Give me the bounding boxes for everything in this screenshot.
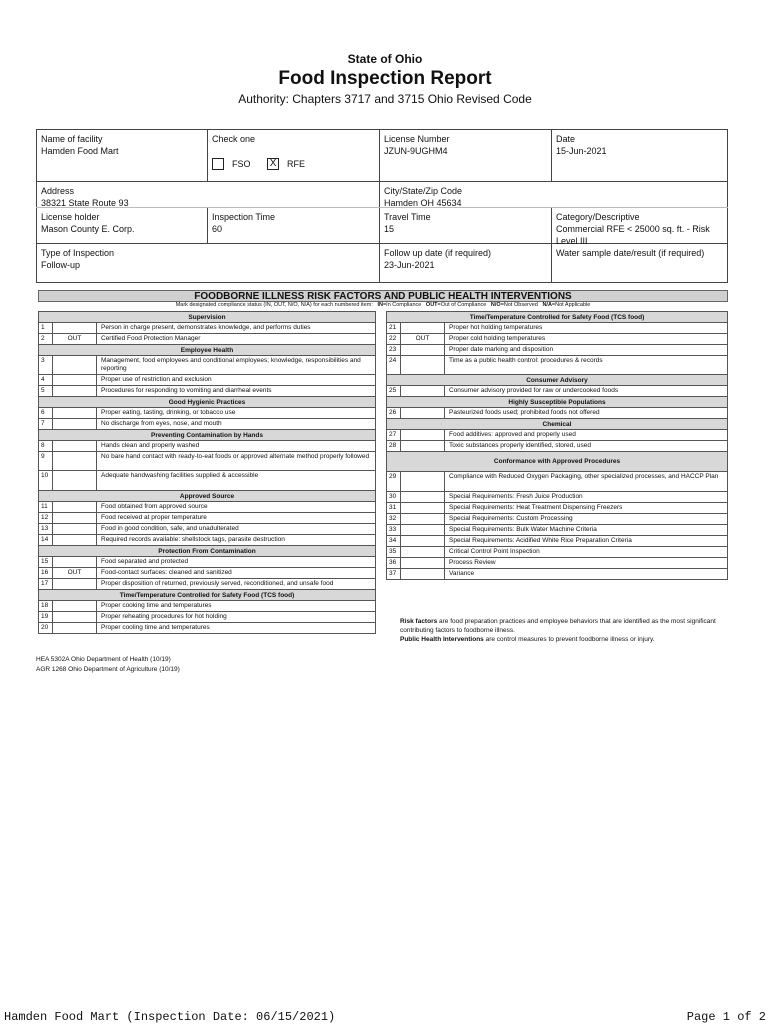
item-status[interactable]: OUT [53,334,97,344]
section-header: Chemical [387,418,727,429]
item-status[interactable] [53,386,97,396]
item-row [387,557,727,568]
item-description: Food received at proper temperature [101,514,207,521]
item-description: Toxic substances properly identified, stored, used [449,442,591,449]
category-label: Category/Descriptive [556,212,640,222]
item-status[interactable] [401,345,445,355]
item-description: Required records available: shellstock tags, parasite destruction [101,536,285,543]
item-row [39,322,375,333]
item-status[interactable] [401,323,445,333]
rfe-checkbox[interactable]: X [267,158,279,170]
item-number: 5 [39,386,53,396]
item-status[interactable] [53,375,97,385]
item-description: Special Requirements: Acidified White Rice Preparation Criteria [449,537,632,544]
inspection-time-value: 60 [212,224,223,234]
item-status[interactable] [53,579,97,589]
item-status[interactable] [53,601,97,611]
item-description: Food additives: approved and properly used [449,431,576,438]
item-status[interactable]: OUT [401,334,445,344]
legend-in-text: =In Compliance [382,302,422,308]
item-description: Proper cooling time and temperatures [101,624,210,631]
item-number: 24 [387,356,401,374]
item-number: 23 [387,345,401,355]
item-row [387,344,727,355]
item-number: 2 [39,334,53,344]
license-holder-label: License holder [41,212,100,222]
item-row [387,429,727,440]
item-status[interactable] [401,503,445,513]
item-number: 29 [387,472,401,491]
item-number: 25 [387,386,401,396]
item-status[interactable] [53,623,97,633]
license-holder-cell [37,208,207,238]
item-row [387,407,727,418]
item-number: 21 [387,323,401,333]
risk-factors-text: are food preparation practices and employee behaviors that are identified as the most significant contributing factors to foodborne illness. [400,618,716,634]
item-description: Special Requirements: Heat Treatment Dispensing Freezers [449,504,623,511]
address-label: Address [41,186,75,196]
item-status[interactable] [53,557,97,567]
legend-text: Mark designated compliance status (IN, OUT, N/O, N/A) for each numbered item: [175,302,373,308]
item-number: 9 [39,452,53,470]
item-row [387,355,727,374]
item-number: 17 [39,579,53,589]
form-footer-line1: HEA 5302A Ohio Department of Health (10/19) [36,656,171,663]
item-row [39,355,375,374]
item-status[interactable] [53,513,97,523]
item-status[interactable] [53,452,97,470]
item-row [387,385,727,396]
fso-checkbox[interactable] [212,158,224,170]
section-header: Time/Temperature Controlled for Safety Food (TCS food) [387,311,727,322]
followup-date-cell [380,244,550,274]
phi-text: are control measures to prevent foodborne illness or injury. [483,636,655,643]
item-row [387,322,727,333]
license-number-label: License Number [384,134,450,144]
item-description: Adequate handwashing facilities supplied & accessible [101,472,259,479]
legend-no-text: =Not Observed [500,302,538,308]
item-row [39,567,375,578]
item-row [39,622,375,633]
item-row [39,407,375,418]
item-description: Procedures for responding to vomiting and diarrheal events [101,387,272,394]
item-description: Proper hot holding temperatures [449,324,543,331]
item-number: 15 [39,557,53,567]
facility-name-value: Hamden Food Mart [41,146,119,156]
item-row [387,546,727,557]
item-row [39,534,375,545]
item-row [387,535,727,546]
item-status[interactable] [401,514,445,524]
item-status[interactable] [53,441,97,451]
section-header: Conformance with Approved Procedures [387,451,727,471]
item-description: Proper eating, tasting, drinking, or tobacco use [101,409,236,416]
item-status[interactable] [53,524,97,534]
item-status[interactable] [401,569,445,579]
item-row [387,440,727,451]
item-number: 31 [387,503,401,513]
item-number: 13 [39,524,53,534]
item-row [387,502,727,513]
item-number: 1 [39,323,53,333]
item-row [39,440,375,451]
city-label: City/State/Zip Code [384,186,463,196]
item-status[interactable] [53,471,97,490]
date-cell [552,130,727,160]
section-header: Approved Source [39,490,375,501]
item-description: Proper use of restriction and exclusion [101,376,212,383]
item-number: 33 [387,525,401,535]
item-row [387,491,727,502]
item-description: Time as a public health control: procedures & records [449,357,603,364]
item-row [39,470,375,490]
item-number: 16 [39,568,53,578]
risk-items-right [386,311,728,580]
item-status[interactable] [53,419,97,429]
followup-date-value: 23-Jun-2021 [384,260,435,270]
item-number: 14 [39,535,53,545]
date-value: 15-Jun-2021 [556,146,607,156]
item-number: 27 [387,430,401,440]
water-sample-label: Water sample date/result (if required) [556,248,705,258]
item-number: 8 [39,441,53,451]
item-description: Management, food employees and conditional employees; knowledge, responsibilities and reporting [101,357,361,372]
item-description: Food in good condition, safe, and unadulterated [101,525,239,532]
item-status[interactable] [401,430,445,440]
item-row [39,523,375,534]
item-description: Special Requirements: Fresh Juice Production [449,493,583,500]
rfe-label: RFE [287,158,306,169]
license-number-value: JZUN-9UGHM4 [384,146,448,156]
grid-line [36,282,728,283]
item-description: Food obtained from approved source [101,503,208,510]
item-description: Critical Control Point Inspection [449,548,540,555]
item-description: Special Requirements: Bulk Water Machine Criteria [449,526,597,533]
section-header: Preventing Contamination by Hands [39,429,375,440]
city-value: Hamden OH 45634 [384,198,462,208]
inspection-time-cell [208,208,378,238]
section-header: Consumer Advisory [387,374,727,385]
report-title: Food Inspection Report [278,68,492,89]
item-description: No discharge from eyes, nose, and mouth [101,420,222,427]
item-description: Certified Food Protection Manager [101,335,201,342]
followup-date-label: Follow up date (if required) [384,248,492,258]
item-number: 34 [387,536,401,546]
page-footer-left: Hamden Food Mart (Inspection Date: 06/15/2021) [4,1010,336,1024]
item-row [387,333,727,344]
category-value: Commercial RFE < 25000 sq. ft. - Risk Level III [556,224,710,246]
item-description: Compliance with Reduced Oxygen Packaging, other specialized processes, and HACCP Plan [449,473,719,480]
item-row [39,512,375,523]
item-description: Hands clean and properly washed [101,442,200,449]
item-description: Person in charge present, demonstrates knowledge, and performs duties [101,324,311,331]
item-number: 26 [387,408,401,418]
travel-time-cell [380,208,550,238]
inspection-type-label: Type of Inspection [41,248,115,258]
check-one-cell [208,130,378,173]
item-number: 12 [39,513,53,523]
item-description: Proper date marking and disposition [449,346,554,353]
item-status[interactable] [401,386,445,396]
item-status[interactable] [401,441,445,451]
item-status[interactable] [53,502,97,512]
item-status[interactable] [53,323,97,333]
item-row [387,568,727,579]
legend-out-code: OUT [425,302,438,308]
item-status[interactable] [401,492,445,502]
compliance-legend [38,301,728,309]
item-number: 20 [39,623,53,633]
item-number: 28 [387,441,401,451]
grid-line [727,129,728,282]
item-row [39,600,375,611]
item-description: Food separated and protected [101,558,189,565]
facility-name-cell [37,130,207,160]
inspection-time-label: Inspection Time [212,212,276,222]
item-status[interactable]: OUT [53,568,97,578]
item-row [39,385,375,396]
item-number: 11 [39,502,53,512]
legend-in-code: IN [377,302,383,308]
item-description: Variance [449,570,475,577]
fso-label: FSO [232,158,251,169]
form-footer-line2: AGR 1268 Ohio Department of Agriculture (10/19) [36,666,180,673]
item-status[interactable] [401,472,445,491]
check-one-label: Check one [212,134,256,144]
item-number: 30 [387,492,401,502]
item-number: 32 [387,514,401,524]
item-description: Pasteurized foods used; prohibited foods not offered [449,409,600,416]
item-row [387,524,727,535]
item-number: 10 [39,471,53,490]
phi-label: Public Health Interventions [400,636,484,643]
address-value: 38321 State Route 93 [41,198,129,208]
risk-items-left [38,311,376,634]
item-description: Process Review [449,559,496,566]
page-footer-right: Page 1 of 2 [686,1010,766,1024]
item-row [387,471,727,491]
item-status[interactable] [53,408,97,418]
date-label: Date [556,134,576,144]
license-number-cell [380,130,550,160]
section-header: Supervision [39,311,375,322]
item-status[interactable] [53,612,97,622]
item-status[interactable] [401,536,445,546]
section-header: Time/Temperature Controlled for Safety Food (TCS food) [39,589,375,600]
item-row [39,611,375,622]
section-header: Employee Health [39,344,375,355]
item-description: Proper cold holding temperatures [449,335,546,342]
section-header: Good Hygienic Practices [39,396,375,407]
item-number: 37 [387,569,401,579]
item-description: No bare hand contact with ready-to-eat foods or approved alternate method properly followed [101,453,370,460]
travel-time-label: Travel Time [384,212,431,222]
item-number: 4 [39,375,53,385]
item-status[interactable] [53,356,97,374]
item-description: Proper disposition of returned, previously served, reconditioned, and unsafe food [101,580,334,587]
item-row [39,333,375,344]
item-row [39,374,375,385]
item-number: 6 [39,408,53,418]
state-heading: State of Ohio [347,52,423,66]
item-number: 22 [387,334,401,344]
item-status[interactable] [401,558,445,568]
item-description: Proper reheating procedures for hot holding [101,613,227,620]
item-number: 35 [387,547,401,557]
facility-name-label: Name of facility [41,134,103,144]
item-status[interactable] [401,356,445,374]
authority-line: Authority: Chapters 3717 and 3715 Ohio Revised Code [238,92,532,106]
item-status[interactable] [401,547,445,557]
item-row [39,578,375,589]
license-holder-value: Mason County E. Corp. [41,224,135,234]
legend-no-code: N/O [490,302,501,308]
item-number: 3 [39,356,53,374]
item-number: 19 [39,612,53,622]
travel-time-value: 15 [384,224,395,234]
item-status[interactable] [53,535,97,545]
item-description: Food-contact surfaces: cleaned and sanitized [101,569,232,576]
legend-out-text: =Out of Compliance [437,302,487,308]
item-number: 18 [39,601,53,611]
fbi-section-title: FOODBORNE ILLNESS RISK FACTORS AND PUBLIC HEALTH INTERVENTIONS [38,290,728,302]
risk-factors-label: Risk factors [400,618,438,625]
item-number: 7 [39,419,53,429]
legend-na-text: =Not Applicable [551,302,591,308]
item-description: Special Requirements: Custom Processing [449,515,573,522]
item-row [39,556,375,567]
item-number: 36 [387,558,401,568]
definitions-notes [400,617,728,644]
section-header: Protection From Contamination [39,545,375,556]
item-row [387,513,727,524]
item-description: Consumer advisory provided for raw or undercooked foods [449,387,619,394]
legend-na-code: N/A [542,302,552,308]
item-status[interactable] [401,525,445,535]
item-row [39,418,375,429]
water-sample-cell [552,244,727,262]
item-status[interactable] [401,408,445,418]
section-header: Highly Susceptible Populations [387,396,727,407]
inspection-type-cell [37,244,377,274]
item-row [39,451,375,470]
item-description: Proper cooking time and temperatures [101,602,212,609]
item-row [39,501,375,512]
inspection-type-value: Follow-up [41,260,81,270]
